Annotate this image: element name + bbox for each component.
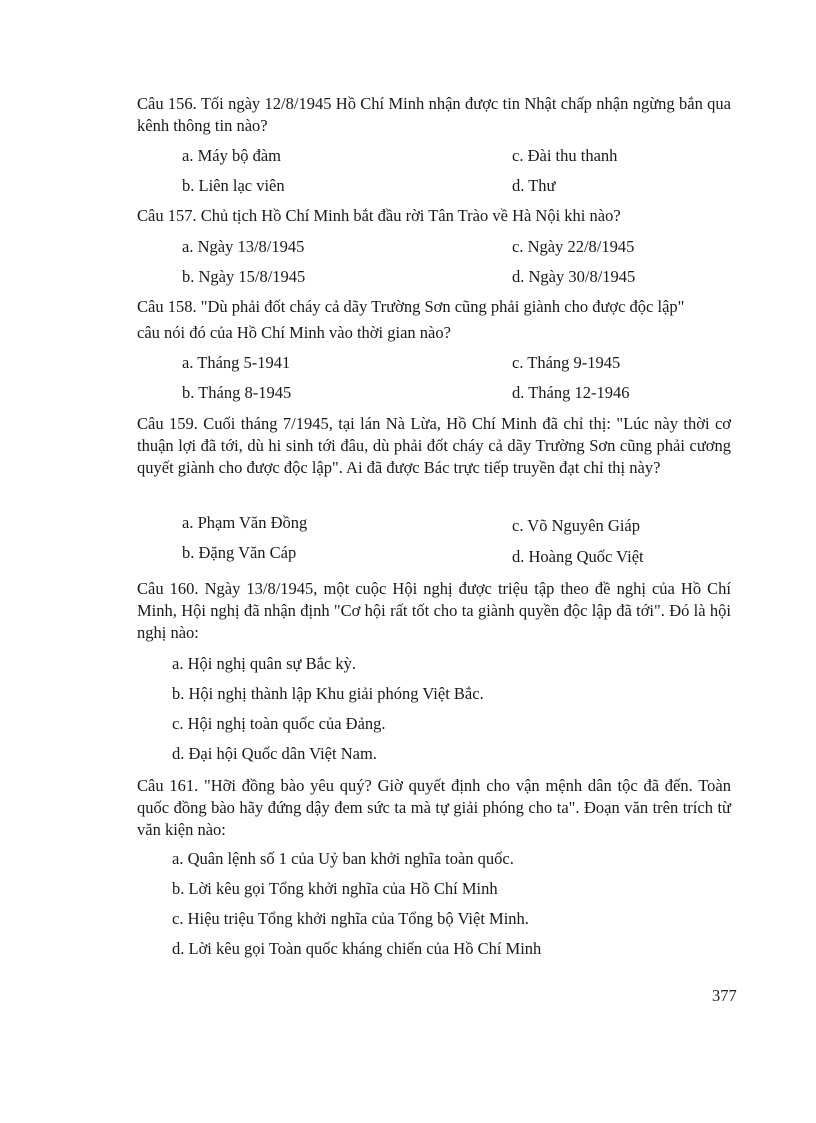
question-156-option-a: a. Máy bộ đàm (182, 146, 281, 165)
question-156-option-d: d. Thư (512, 176, 556, 195)
question-158-option-a: a. Tháng 5-1941 (182, 353, 291, 372)
question-157-option-c: c. Ngày 22/8/1945 (512, 237, 635, 256)
question-158-option-b: b. Tháng 8-1945 (182, 383, 292, 402)
page-number: 377 (712, 986, 737, 1005)
question-157-option-b: b. Ngày 15/8/1945 (182, 267, 306, 286)
question-158-option-d: d. Tháng 12-1946 (512, 383, 630, 402)
question-156-stem: Câu 156. Tối ngày 12/8/1945 Hồ Chí Minh nhận được tin Nhật chấp nhận ngừng bắn qua kênh thông tin nào? (137, 94, 731, 135)
question-161-option-b: b. Lời kêu gọi Tổng khởi nghĩa của Hồ Chí Minh (172, 879, 498, 898)
question-160-stem: Câu 160. Ngày 13/8/1945, một cuộc Hội nghị được triệu tập theo đề nghị của Hồ Chí Minh, Hội nghị đã nhận định "Cơ hội rất tốt cho ta giành quyền độc lập đã tới". Đó là hội nghị nào: (137, 579, 731, 642)
question-160-option-b: b. Hội nghị thành lập Khu giải phóng Việt Bắc. (172, 684, 484, 703)
question-161-option-c: c. Hiệu triệu Tổng khởi nghĩa của Tổng bộ Việt Minh. (172, 909, 529, 928)
question-159-option-c: c. Võ Nguyên Giáp (512, 516, 641, 535)
question-158-option-c: c. Tháng 9-1945 (512, 353, 621, 372)
question-158-stem-line2: câu nói đó của Hồ Chí Minh vào thời gian nào? (137, 323, 451, 342)
question-156-option-b: b. Liên lạc viên (182, 176, 285, 195)
question-160-option-c: c. Hội nghị toàn quốc của Đảng. (172, 714, 386, 733)
question-160-option-d: d. Đại hội Quốc dân Việt Nam. (172, 744, 377, 763)
question-157-option-a: a. Ngày 13/8/1945 (182, 237, 305, 256)
question-161-stem: Câu 161. "Hỡi đồng bào yêu quý? Giờ quyết định cho vận mệnh dân tộc đã đến. Toàn quốc đồng bào hãy đứng dậy đem sức ta mà tự giải phóng cho ta". Đoạn văn trên trích từ văn kiện nào: (137, 776, 731, 839)
question-161-option-d: d. Lời kêu gọi Toàn quốc kháng chiến của Hồ Chí Minh (172, 939, 542, 958)
question-159-option-a: a. Phạm Văn Đồng (182, 513, 308, 532)
question-157-stem: Câu 157. Chủ tịch Hồ Chí Minh bắt đầu rời Tân Trào về Hà Nội khi nào? (137, 206, 621, 225)
question-157-option-d: d. Ngày 30/8/1945 (512, 267, 636, 286)
question-159-stem: Câu 159. Cuối tháng 7/1945, tại lán Nà Lừa, Hồ Chí Minh đã chỉ thị: "Lúc này thời cơ thuận lợi đã tới, dù hi sinh tới đâu, dù phải đốt cháy cả dãy Trường Sơn cũng phải cương quyết giành cho được độc lập". Ai đã được Bác trực tiếp truyền đạt chỉ thị này? (137, 414, 731, 477)
question-160-option-a: a. Hội nghị quân sự Bắc kỳ. (172, 654, 356, 673)
question-158-stem-line1: Câu 158. "Dù phải đốt cháy cả dãy Trường Sơn cũng phải giành cho được độc lập" (137, 297, 685, 316)
question-156-option-c: c. Đài thu thanh (512, 146, 618, 165)
question-161-option-a: a. Quân lệnh số 1 của Uỷ ban khởi nghĩa toàn quốc. (172, 849, 514, 868)
question-159-option-d: d. Hoàng Quốc Việt (512, 547, 644, 566)
question-159-option-b: b. Đặng Văn Cáp (182, 543, 297, 562)
